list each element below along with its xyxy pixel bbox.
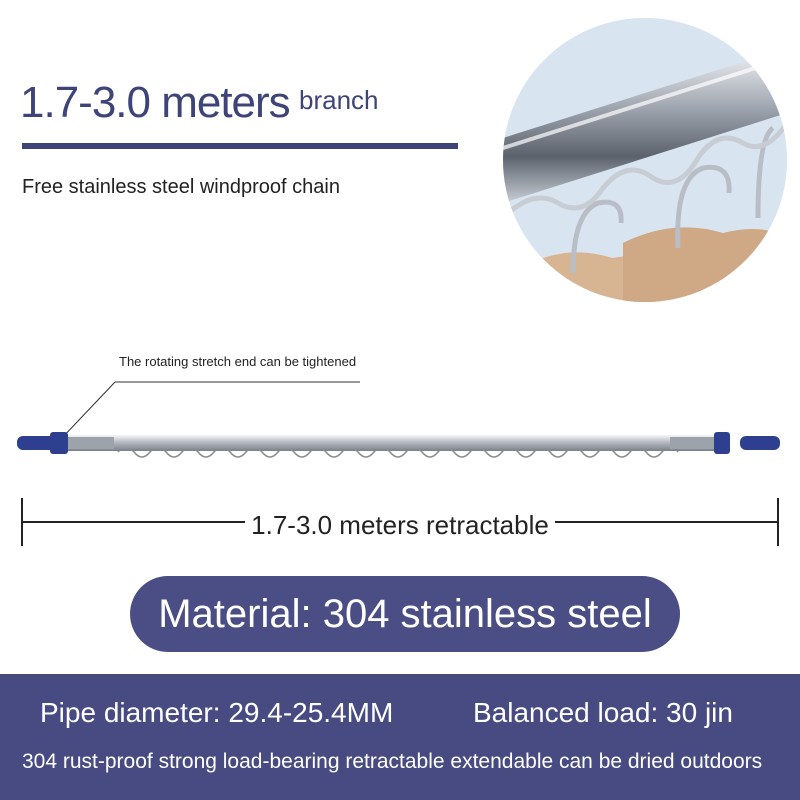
closeup-illustration bbox=[503, 18, 787, 302]
footer-description: 304 rust-proof strong load-bearing retractable extendable can be dried outdoors bbox=[22, 750, 763, 773]
material-text: Material: 304 stainless steel bbox=[158, 591, 652, 636]
pole-tube bbox=[60, 435, 725, 451]
material-banner bbox=[130, 576, 680, 652]
title-underline bbox=[22, 143, 458, 149]
balanced-load-spec: Balanced load: 30 jin bbox=[473, 697, 733, 728]
callout-leader bbox=[60, 382, 115, 440]
pipe-diameter-spec: Pipe diameter: 29.4-25.4MM bbox=[40, 697, 394, 728]
dimension-label: 1.7-3.0 meters retractable bbox=[245, 510, 555, 540]
end-cap-right bbox=[740, 436, 780, 450]
pole-illustration bbox=[0, 380, 800, 480]
callout-label: The rotating stretch end can be tightened bbox=[119, 354, 357, 369]
subtitle: Free stainless steel windproof chain bbox=[22, 176, 340, 198]
title-suffix: branch bbox=[299, 85, 379, 115]
closeup-image bbox=[503, 18, 787, 302]
footer-panel bbox=[0, 674, 800, 800]
page-title: 1.7-3.0 meters bbox=[20, 78, 290, 127]
